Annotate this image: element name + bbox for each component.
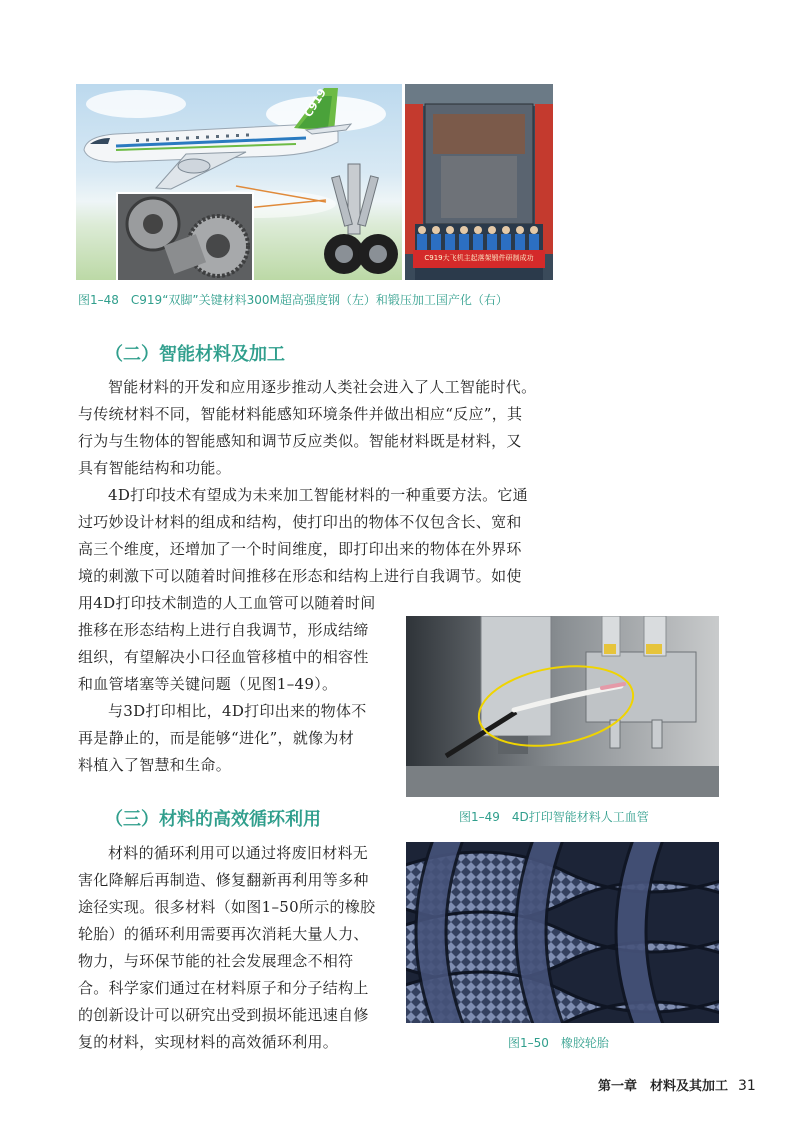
text-line: 与传统材料不同，智能材料能感知环境条件并做出相应“反应”，其 bbox=[78, 405, 523, 423]
figure-1-48-caption: 图1–48 C919“双脚”关键材料300M超高强度钢（左）和锻压加工国产化（右） bbox=[78, 293, 508, 307]
section-2-paragraph-1 bbox=[78, 374, 536, 482]
text-line: 合。科学家们通过在材料原子和分子结构上 bbox=[78, 979, 369, 997]
text-line: 组织，有望解决小口径血管移植中的相容性 bbox=[78, 648, 369, 666]
text-line: 具有智能结构和功能。 bbox=[78, 459, 232, 477]
text-line: 复的材料，实现材料的高效循环利用。 bbox=[78, 1033, 339, 1051]
section-2-heading: （二）智能材料及加工 bbox=[105, 344, 285, 365]
forging-banner-text: C919大飞机主起落架锻件研制成功 bbox=[424, 254, 534, 262]
text-line: 4D打印技术有望成为未来加工智能材料的一种重要方法。它通 bbox=[108, 486, 528, 504]
page-footer bbox=[598, 1075, 756, 1094]
text-line: 材料的循环利用可以通过将废旧材料无 bbox=[108, 844, 369, 862]
text-line: 害化降解后再制造、修复翻新再利用等多种 bbox=[78, 871, 369, 889]
text-line: 过巧妙设计材料的组成和结构，使打印出的物体不仅包含长、宽和 bbox=[78, 513, 522, 531]
rubber-tires-photo bbox=[406, 842, 719, 1023]
text-line: 的创新设计可以研究出受到损坏能迅速自修 bbox=[78, 1006, 369, 1024]
text-line: 与3D打印相比，4D打印出来的物体不 bbox=[108, 702, 367, 720]
figure-1-50-caption: 图1–50 橡胶轮胎 bbox=[508, 1036, 609, 1050]
steel-parts-inset-photo bbox=[116, 192, 254, 280]
text-line: 推移在形态结构上进行自我调节，形成结缔 bbox=[78, 621, 369, 639]
steel-gear-illustration bbox=[118, 194, 252, 280]
text-line: 再是静止的，而是能够“进化”，就像为材 bbox=[78, 729, 355, 747]
tire-stack-illustration bbox=[406, 842, 719, 1023]
c919-airplane-photo bbox=[76, 84, 402, 280]
4d-printer-illustration bbox=[406, 616, 719, 797]
forging-press-illustration bbox=[405, 84, 553, 280]
text-line: 行为与生物体的智能感知和调节反应类似。智能材料既是材料，又 bbox=[78, 432, 522, 450]
section-2-paragraph-3 bbox=[78, 698, 367, 779]
tail-c919-mark: C919 bbox=[301, 86, 329, 120]
text-line: 途径实现。很多材料（如图1–50所示的橡胶 bbox=[78, 898, 376, 916]
text-line: 轮胎）的循环利用需要再次消耗大量人力、 bbox=[78, 925, 369, 943]
text-line: 用4D打印技术制造的人工血管可以随着时间 bbox=[78, 594, 376, 612]
text-line: 料植入了智慧和生命。 bbox=[78, 756, 232, 774]
4d-printed-vessel-photo bbox=[406, 616, 719, 797]
text-line: 高三个维度，还增加了一个时间维度，即打印出来的物体在外界环 bbox=[78, 540, 522, 558]
page-number: 31 bbox=[738, 1078, 756, 1094]
text-line: 境的刺激下可以随着时间推移在形态和结构上进行自我调节。如使 bbox=[78, 567, 522, 585]
text-line: 和血管堵塞等关键问题（见图1–49）。 bbox=[78, 675, 338, 693]
text-line: 智能材料的开发和应用逐步推动人类社会进入了人工智能时代。 bbox=[108, 378, 537, 396]
text-line: 物力，与环保节能的社会发展理念不相符 bbox=[78, 952, 354, 970]
figure-1-49-caption: 图1–49 4D打印智能材料人工血管 bbox=[459, 810, 649, 824]
forging-press-photo bbox=[405, 84, 553, 280]
section-3-paragraph-1 bbox=[78, 840, 375, 1056]
chapter-title: 第一章 材料及其加工 bbox=[598, 1079, 729, 1094]
section-3-heading: （三）材料的高效循环利用 bbox=[105, 809, 321, 830]
